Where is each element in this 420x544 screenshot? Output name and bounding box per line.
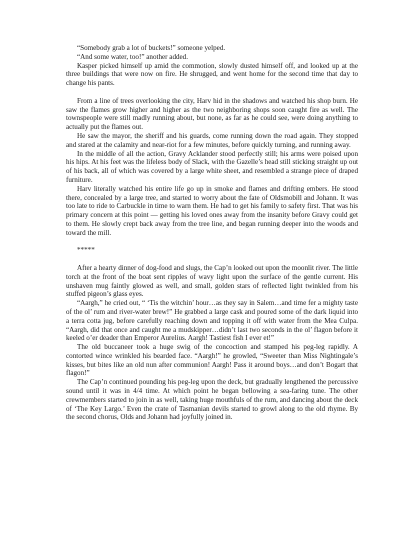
paragraph: From a line of trees overlooking the city, Harv hid in the shadows and watched his shop burn. He saw the flames grow higher and higher as the two neighboring shops soon caught fire as well. The townspeople were still madly running about, but none, as far as he could see, were doing anything to actually put the flames out. (66, 96, 358, 132)
paragraph: “Aargh,” he cried out, “ ‘Tis the witchin’ hour…as they say in Salem…and time fer a mighty taste of the ol’ rum and river-water brew!” He grabbed a large cask and poured some of the dark liquid into a terra cotta jug, before carefully reaching down and topping it off with water from the Mea Culpa. “Aargh, did that once and caught me a mudskipper…didn’t last two seconds in the ol’ flagon before it keeled o’er deader than Emperor Aurelius. Aargh! Tastiest fish I ever et!” (66, 299, 358, 343)
paragraph: The Cap’n continued pounding his peg-leg upon the deck, but gradually lengthened the percussive sound until it was in 4/4 time. At which point he began bellowing a sea-faring tune. The other crewmembers started to join in as well, taking huge mouthfuls of the rum, and dancing about the deck of ‘The Key Largo.’ Even the crate of Tasmanian devils started to growl along to the old rhyme. By the second chorus, Olds and Johann had joyfully joined in. (66, 378, 358, 422)
paragraph: In the middle of all the action, Gravy Acklander stood perfectly still; his arms were poised upon his hips. At his feet was the lifeless body of Slack, with the Gazelle’s head still sticking straight up out of his back, all of which was covered by a large white sheet, and resembled a strange piece of draped furniture. (66, 149, 358, 184)
paragraph: After a hearty dinner of dog-food and slugs, the Cap’n looked out upon the moonlit river. The little torch at the front of the boat sent ripples of wavy light upon the surface of the gentle current. His unshaven mug faintly glowed as well, and small, golden stars of reflected light twinkled from his stuffed pigeon’s glass eyes. (66, 263, 358, 299)
paragraph: The old buccaneer took a huge swig of the concoction and stamped his peg-leg rapidly. A contorted wince wrinkled his bearded face. “Aargh!” he growled, “Sweeter than Miss Nightingale’s kisses, but bites like an old nun after communion! Aargh! Pass it around boys…and don’t Bogart that flagon!” (66, 343, 358, 378)
paragraph: He saw the mayor, the sheriff and his guards, come running down the road again. They stopped and stared at the calamity and near-riot for a few minutes, before quickly turning, and running away. (66, 131, 358, 149)
paragraph: “And some water, too!” another added. (77, 52, 189, 61)
paragraph: Harv literally watched his entire life go up in smoke and flames and drifting embers. He stood there, concealed by a large tree, and started to worry about the fate of Oldsmobill and Johann. It was too late to ride to Carbuckle in time to warn them. He had to get his family to safety first. That was his primary concern at this point — getting his loved ones away from the insanity before Gravy could get to them. He slowly crept back away from the tree line, and began running deeper into the woods and toward the mill. (66, 184, 358, 237)
paragraph: Kasper picked himself up amid the commotion, slowly dusted himself off, and looked up at the three buildings that were now on fire. He shrugged, and went home for the second time that day to change his pants. (66, 61, 358, 88)
document-page (66, 44, 358, 422)
scene-separator: ***** (77, 246, 95, 255)
paragraph: “Somebody grab a lot of buckets!” someone yelped. (77, 44, 226, 52)
